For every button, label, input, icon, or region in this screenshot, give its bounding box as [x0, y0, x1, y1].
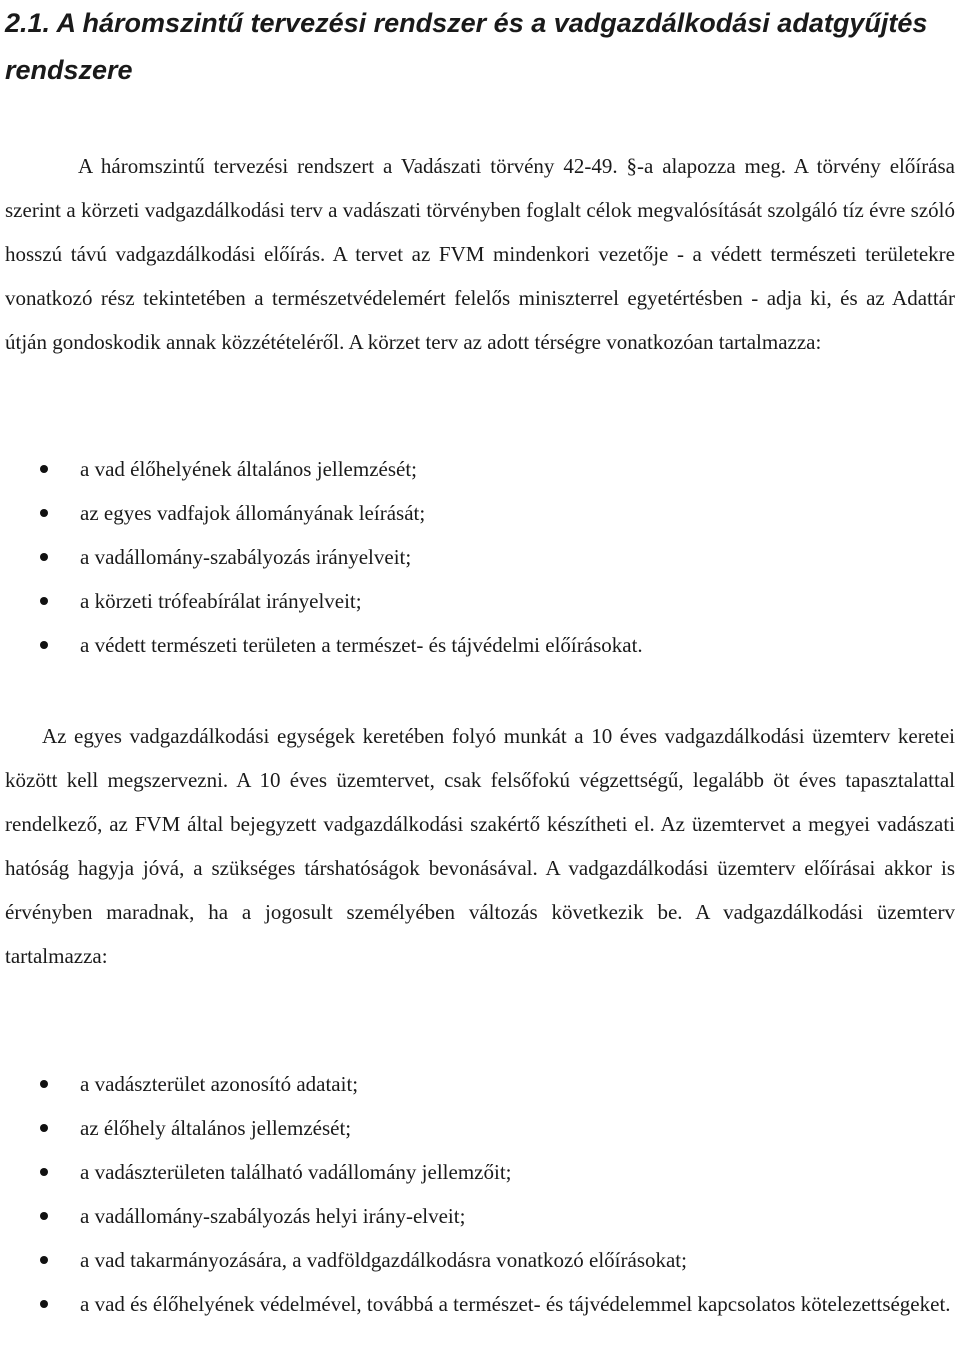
section-heading: 2.1. A háromszintű tervezési rendszer és a vadgazdálkodási adatgyűjtés rendszere: [5, 8, 928, 85]
list-item-text: a vad takarmányozására, a vadföldgazdálkodásra vonatkozó előírásokat;: [80, 1248, 687, 1272]
list-item-text: a vadállomány-szabályozás helyi irány-elveit;: [80, 1204, 466, 1228]
list-item: [0, 1150, 960, 1194]
list-item: [0, 535, 960, 579]
list-item: [0, 447, 960, 491]
bullet-icon: [40, 1124, 48, 1132]
bullet-icon: [40, 1256, 48, 1264]
list-item: [0, 579, 960, 623]
paragraph-2-text: Az egyes vadgazdálkodási egységek keretében folyó munkát a 10 éves vadgazdálkodási üzemterv keretei között kell megszervezni. A 10 éves üzemtervet, csak felsőfokú végzettségű, legalább öt éves tapasztalattal rendelkező, az FVM által bejegyzett vadgazdálkodási szakértő készítheti el. Az üzemtervet a megyei vadászati hatóság hagyja jóvá, a szükséges társhatóságok bevonásával. A vadgazdálkodási üzemterv előírásai akkor is érvényben maradnak, ha a jogosult személyében változás következik be. A vadgazdálkodási üzemterv tartalmazza:: [5, 724, 955, 968]
paragraph-1: [5, 144, 955, 364]
bullet-icon: [40, 553, 48, 561]
list-item-text: az egyes vadfajok állományának leírását;: [80, 501, 426, 525]
bullet-icon: [40, 641, 48, 649]
bullet-icon: [40, 1168, 48, 1176]
paragraph-1-text: A háromszintű tervezési rendszert a Vadászati törvény 42-49. §-a alapozza meg. A törvény előírása szerint a körzeti vadgazdálkodási terv a vadászati törvényben foglalt célok megvalósítását szolgáló tíz évre szóló hosszú távú vadgazdálkodási előírás. A tervet az FVM mindenkori vezetője - a védett természeti területekre vonatkozó rész tekintetében a természetvédelemért felelős miniszterrel egyetértésben - adja ki, és az Adattár útján gondoskodik annak közzétételéről. A körzet terv az adott térségre vonatkozóan tartalmazza:: [5, 154, 955, 354]
list-item-text: az élőhely általános jellemzését;: [80, 1116, 352, 1140]
bullet-icon: [40, 465, 48, 473]
bullet-icon: [40, 597, 48, 605]
list-item: [0, 491, 960, 535]
list-item: [0, 1062, 960, 1106]
list-item: [0, 1282, 960, 1326]
list-item: [0, 1106, 960, 1150]
list-item-text: a körzeti trófeabírálat irányelveit;: [80, 589, 362, 613]
list-item-text: a vad és élőhelyének védelmével, továbbá a természet- és tájvédelemmel kapcsolatos kötelezettségeket.: [80, 1292, 951, 1316]
bullet-icon: [40, 1300, 48, 1308]
bullet-icon: [40, 1212, 48, 1220]
list-item-text: a vadászterületen található vadállomány jellemzőit;: [80, 1160, 512, 1184]
list-item-text: a védett természeti területen a természet- és tájvédelmi előírásokat.: [80, 633, 643, 657]
paragraph-2: [5, 714, 955, 978]
district-plan-content-list: [0, 447, 960, 667]
list-item: [0, 1194, 960, 1238]
list-item-text: a vad élőhelyének általános jellemzését;: [80, 457, 418, 481]
list-item: [0, 1238, 960, 1282]
list-item: [0, 623, 960, 667]
list-item-text: a vadászterület azonosító adatait;: [80, 1072, 359, 1096]
list-item-text: a vadállomány-szabályozás irányelveit;: [80, 545, 412, 569]
management-plan-content-list: [0, 1062, 960, 1326]
bullet-icon: [40, 509, 48, 517]
bullet-icon: [40, 1080, 48, 1088]
